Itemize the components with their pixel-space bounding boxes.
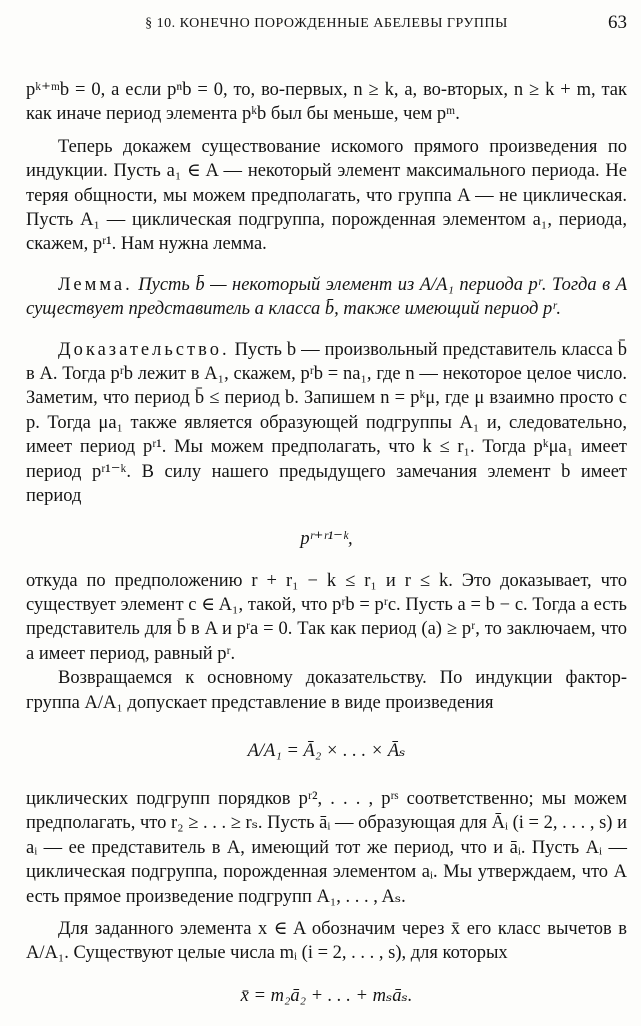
lemma	[26, 273, 627, 322]
page-body	[26, 78, 627, 1026]
paragraph-return: Возвращаемся к основному доказательству. По индукции фактор-группа A/A₁ допускает представление в виде произведения	[26, 668, 627, 713]
page-number: 63	[608, 12, 627, 33]
display-formula-product: A/A₁ = Ā₂ × . . . × Āₛ	[247, 740, 406, 761]
proof-text: Пусть b — произвольный представитель класса b̄ в A. Тогда pʳb лежит в A₁, скажем, pʳb = na₁, где n — некоторое целое число. Заметим, что период b̄ ≤ период b. Запишем n = pᵏμ, где μ взаимно просто с p. Тогда μa₁ также является образующей подгруппы A₁ и, следовательно, имеет период pʳ¹. Мы можем предполагать, что k ≤ r₁. Тогда pᵏμa₁ имеет период pʳ¹⁻ᵏ. В силу нашего предыдущего замечания элемент b имеет период	[26, 339, 628, 507]
paragraph-cyclic-subgroups: циклических подгрупп порядков pʳ², . . . , pʳˢ соответственно; мы можем предполагать, что r₂ ≥ . . . ≥ rₛ. Пусть āᵢ — образующая для Āᵢ (i = 2, . . . , s) и aᵢ — ее представитель в A, имеющий тот же период, что и āᵢ. Пусть Aᵢ — циклическая подгруппа, порожденная элементом aᵢ. Мы утверждаем, что A есть прямое произведение подгрупп A₁, . . . , Aₛ.	[26, 788, 627, 907]
display-formula-period: pʳ⁺ʳ¹⁻ᵏ,	[300, 528, 353, 549]
paragraph-continuation: pᵏ⁺ᵐb = 0, а если pⁿb = 0, то, во-первых, n ≥ k, а, во-вторых, n ≥ k + m, так как иначе период элемента pᵏb был бы меньше, чем pᵐ.	[26, 80, 627, 125]
lemma-text: Пусть b̄ — некоторый элемент из A/A₁ периода pʳ. Тогда в A существует представитель a класса b̄, также имеющий период pʳ.	[26, 274, 627, 320]
display-formula-sum: x̄ = m₂ā₂ + . . . + mₛāₛ.	[240, 985, 413, 1006]
lemma-label: Лемма.	[58, 274, 133, 295]
paragraph-element-x: Для заданного элемента x ∈ A обозначим через x̄ его класс вычетов в A/A₁. Существуют целые числа mᵢ (i = 2, . . . , s), для которых	[26, 918, 627, 964]
proof-label: Доказательство.	[58, 339, 230, 360]
paragraph-conclusion: откуда по предположению r + r₁ − k ≤ r₁ и r ≤ k. Это доказывает, что существует элемент c ∈ A₁, такой, что pʳb = pʳc. Пусть a = b − c. Тогда a есть представитель для b̄ в A и pʳa = 0. Так как период (a) ≥ pʳ, то заключаем, что a имеет период, равный pʳ.	[26, 570, 627, 664]
paragraph-induction: Теперь докажем существование искомого прямого произведения по индукции. Пусть a₁ ∈ A — некоторый элемент максимального периода. Не теряя общности, мы можем предполагать, что группа A — не циклическая. Пусть A₁ — циклическая подгруппа, порожденная элементом a₁, периода, скажем, pʳ¹. Нам нужна лемма.	[26, 136, 627, 255]
page-header	[26, 12, 627, 38]
proof	[26, 338, 627, 509]
running-title: § 10. КОНЕЧНО ПОРОЖДЕННЫЕ АБЕЛЕВЫ ГРУППЫ	[145, 16, 508, 31]
